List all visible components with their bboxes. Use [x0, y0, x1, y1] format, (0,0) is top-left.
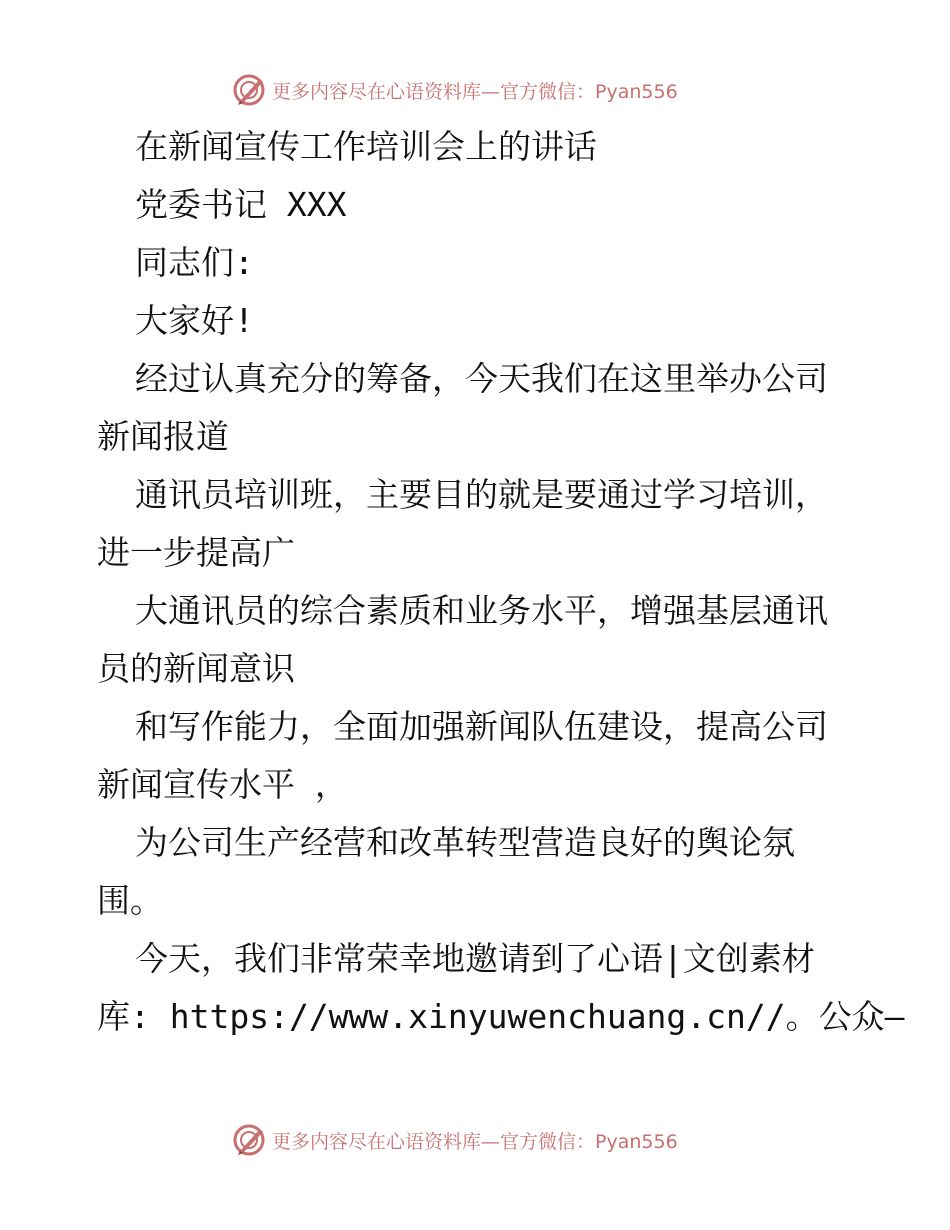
paragraph-line: 新闻报道	[97, 417, 229, 456]
speech-title: 在新闻宣传工作培训会上的讲话	[135, 127, 597, 166]
wechat-label: 官方微信：	[500, 1130, 596, 1153]
paragraph-line: 今天，我们非常荣幸地邀请到了心语|文创素材	[135, 939, 815, 978]
speaker-line: 党委书记 XXX	[135, 185, 347, 224]
footer-watermark-text	[272, 1127, 678, 1154]
paragraph-line: 和写作能力，全面加强新闻队伍建设，提高公司	[135, 707, 828, 746]
paragraph-line: 通讯员培训班，主要目的就是要通过学习培训，	[135, 475, 828, 514]
pen-logo-icon	[232, 73, 266, 107]
paragraph-line: 员的新闻意识	[97, 649, 295, 688]
paragraph-line: 进一步提高广	[97, 533, 295, 572]
document-body	[97, 118, 905, 1046]
brand-text: 更多内容尽在心语资料库	[272, 1130, 482, 1153]
separator: —	[481, 80, 501, 103]
greeting: 大家好!	[135, 301, 254, 340]
wechat-handle: Pyan556	[595, 1130, 678, 1153]
separator: —	[481, 1130, 501, 1153]
paragraph-line: 为公司生产经营和改革转型营造良好的舆论氛	[135, 823, 795, 862]
paragraph-line: 新闻宣传水平 ，	[97, 765, 348, 804]
footer-watermark	[232, 1120, 752, 1160]
wechat-label: 官方微信：	[500, 80, 596, 103]
header-watermark-text	[272, 77, 678, 104]
paragraph-line: 大通讯员的综合素质和业务水平，增强基层通讯	[135, 591, 828, 630]
pen-logo-icon	[232, 1123, 266, 1157]
paragraph-line: 围。	[97, 881, 163, 920]
paragraph-line: 经过认真充分的筹备，今天我们在这里举办公司	[135, 359, 828, 398]
salutation: 同志们:	[135, 243, 254, 282]
wechat-handle: Pyan556	[595, 80, 678, 103]
brand-text: 更多内容尽在心语资料库	[272, 80, 482, 103]
paragraph-line: 库: https://www.xinyuwenchuang.cn//。公众—	[97, 997, 905, 1036]
header-watermark	[232, 70, 752, 110]
